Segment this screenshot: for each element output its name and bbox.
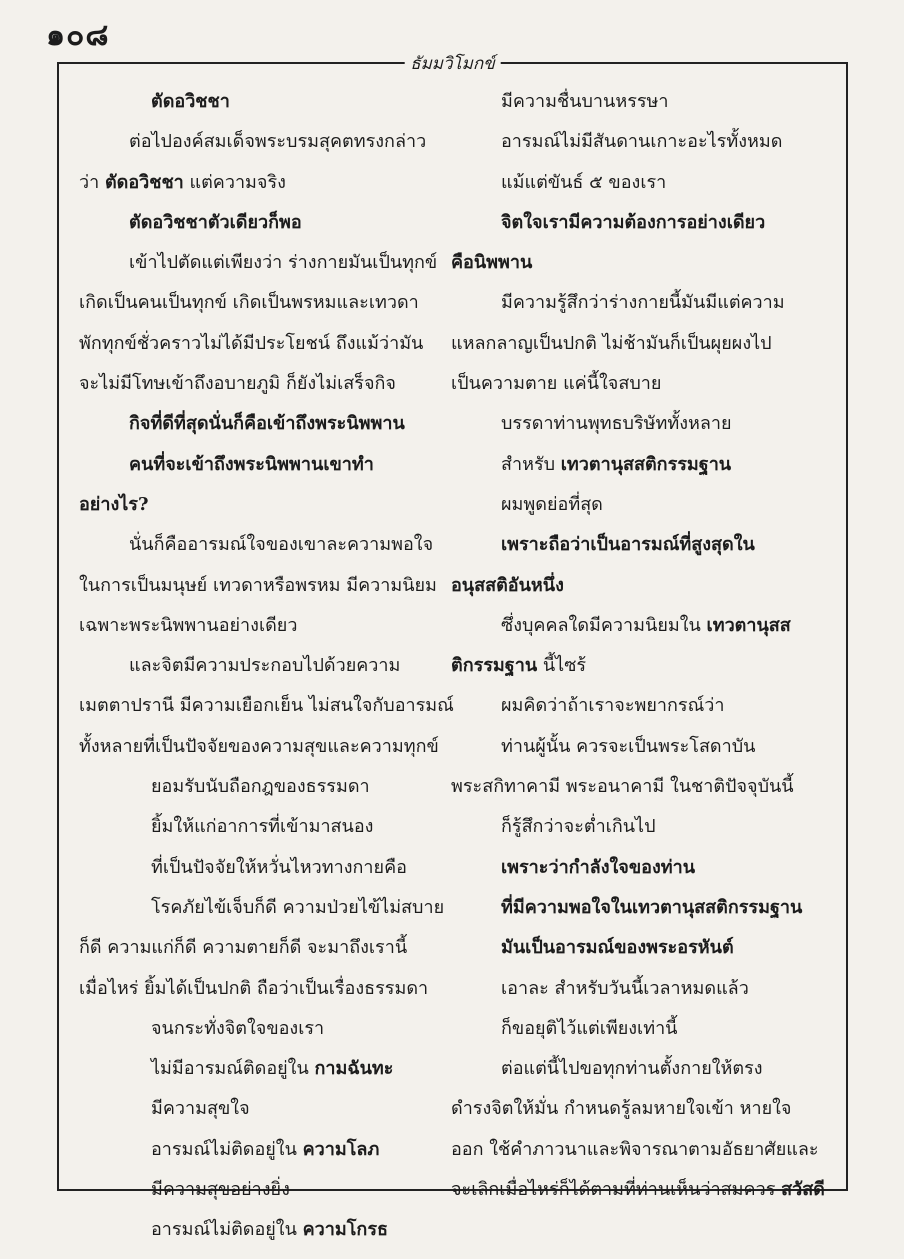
text-line (451, 283, 809, 323)
text-line (451, 727, 809, 767)
text-line (79, 1009, 437, 1049)
body-text: ต่อไปองค์สมเด็จพระบรมสุคตทรงกล่าว (129, 131, 427, 153)
text-line (451, 203, 809, 243)
bold-text: เพราะว่ากำลังใจของท่าน (501, 856, 696, 878)
text-line (451, 646, 809, 686)
text-line (451, 445, 809, 485)
text-line (79, 727, 437, 767)
text-line (451, 767, 809, 807)
text-line (451, 404, 809, 444)
bold-text: ความโลภ (302, 1138, 380, 1160)
bold-text: เทวตานุสส (706, 614, 791, 636)
text-line (79, 324, 437, 364)
text-line (451, 606, 809, 646)
body-text: ผมคิดว่าถ้าเราจะพยากรณ์ว่า (501, 695, 725, 717)
text-line (451, 1009, 809, 1049)
text-line (451, 1170, 825, 1210)
body-text: ไม่มีอารมณ์ติดอยู่ใน (151, 1058, 315, 1080)
text-line (451, 566, 809, 606)
text-line (79, 566, 437, 606)
body-text: เกิดเป็นคนเป็นทุกข์ เกิดเป็นพรหมและเทวดา (79, 292, 419, 314)
bold-text: อย่างไร? (79, 493, 149, 515)
bold-text: กิจที่ดีที่สุดนั่นก็คือเข้าถึงพระนิพพาน (129, 413, 405, 435)
body-text: ในการเป็นมนุษย์ เทวดาหรือพรหม มีความนิยม (79, 574, 437, 596)
body-text: จนกระทั่งจิตใจของเรา (151, 1017, 325, 1039)
left-column (79, 82, 454, 1251)
bold-text: ที่มีความพอใจในเทวตานุสสติกรรมฐาน (501, 896, 803, 918)
bold-text: คนที่จะเข้าถึงพระนิพพานเขาทำ (129, 453, 374, 475)
body-text: โรคภัยไข้เจ็บก็ดี ความป่วยไข้ไม่สบาย (151, 896, 445, 918)
body-text: มีความรู้สึกว่าร่างกายนี้มันมีแต่ความ (501, 292, 785, 314)
body-text: พระสกิทาคามี พระอนาคามี ในชาติปัจจุบันนี้ (451, 776, 794, 798)
bold-text: ตัดอวิชชา (104, 171, 184, 193)
body-text: นี้ไซร้ (537, 655, 587, 677)
text-line (451, 969, 809, 1009)
right-column (451, 82, 825, 1210)
body-text: มีความสุขอย่างยิ่ง (151, 1179, 290, 1201)
bold-text: ตัดอวิชชา (151, 91, 230, 112)
bold-text: จิตใจเรามีความต้องการอย่างเดียว (501, 211, 766, 233)
body-text: แต่ความจริง (183, 171, 286, 193)
text-line (79, 525, 437, 565)
body-text: แม้แต่ขันธ์ ๕ ของเรา (501, 171, 667, 193)
text-line (79, 686, 454, 726)
page-number: ๑๐๘ (46, 18, 110, 53)
bold-text: ติกรรมฐาน (451, 655, 538, 677)
text-line (79, 1210, 437, 1250)
bold-text: เทวตานุสสติกรรมฐาน (560, 453, 732, 475)
body-text: จะไม่มีโทษเข้าถึงอบายภูมิ ก็ยังไม่เสร็จกิจ (79, 373, 396, 395)
text-line (79, 283, 437, 323)
text-line (79, 646, 437, 686)
body-text: มีความสุขใจ (151, 1098, 250, 1120)
body-text: มีความชื่นบานหรรษา (501, 91, 669, 112)
text-line (451, 686, 809, 726)
body-text: ทั้งหลายที่เป็นปัจจัยของความสุขและความทุกข์ (79, 735, 439, 757)
body-text: ว่า (79, 171, 105, 193)
bold-text: สวัสดี (781, 1179, 825, 1201)
text-line (79, 1089, 437, 1129)
text-line (79, 969, 437, 1009)
body-text: ยอมรับนับถือกฎของธรรมดา (151, 776, 370, 798)
body-text: ยิ้มให้แก่อาการที่เข้ามาสนอง (151, 816, 374, 838)
body-text: อารมณ์ไม่มีสันดานเกาะอะไรทั้งหมด (501, 131, 783, 153)
text-line (79, 485, 437, 525)
text-line (79, 1170, 437, 1210)
text-line (451, 848, 809, 888)
body-text: ออก ใช้คำภาวนาและพิจารณาตามอัธยาศัยและ (451, 1138, 819, 1160)
text-line (451, 1049, 809, 1089)
body-text: เมตตาปรานี มีความเยือกเย็น ไม่สนใจกับอารมณ์ (79, 695, 454, 717)
body-text: ที่เป็นปัจจัยให้หวั่นไหวทางกายคือ (151, 856, 407, 878)
body-text: จะเลิกเมื่อไหร่ก็ได้ตามที่ท่านเห็นว่าสมควร (451, 1179, 782, 1201)
body-text: บรรดาท่านพุทธบริษัททั้งหลาย (501, 413, 732, 435)
body-text: อารมณ์ไม่ติดอยู่ใน (151, 1138, 303, 1160)
text-line (451, 807, 809, 847)
text-line (79, 364, 437, 404)
text-line (79, 163, 437, 203)
text-line (451, 525, 809, 565)
text-line (451, 243, 809, 283)
bold-text: ตัดอวิชชาตัวเดียวก็พอ (129, 211, 302, 233)
body-text: ดำรงจิตให้มั่น กำหนดรู้ลมหายใจเข้า หายใจ (451, 1098, 792, 1120)
bold-text: เพราะถือว่าเป็นอารมณ์ที่สูงสุดใน (501, 534, 755, 556)
body-text: ต่อแต่นี้ไปขอทุกท่านตั้งกายให้ตรง (501, 1058, 763, 1080)
text-line (79, 767, 437, 807)
bold-text: ความโกรธ (302, 1219, 388, 1241)
text-line (451, 1130, 819, 1170)
text-line (451, 163, 809, 203)
text-line (451, 485, 809, 525)
bold-text: อนุสสติอันหนึ่ง (451, 574, 564, 596)
bold-text: คือนิพพาน (451, 252, 533, 274)
body-text: พักทุกข์ชั่วคราวไม่ได้มีประโยชน์ ถึงแม้ว่ามัน (79, 332, 424, 354)
bold-text: มันเป็นอารมณ์ของพระอรหันต์ (501, 937, 734, 959)
text-line (79, 848, 437, 888)
body-text: ซึ่งบุคคลใดมีความนิยมใน (501, 614, 707, 636)
text-line (79, 82, 437, 122)
body-text: และจิตมีความประกอบไปด้วยความ (129, 655, 401, 677)
body-text: ก็ขอยุติไว้แต่เพียงเท่านี้ (501, 1017, 678, 1039)
body-text: นั่นก็คืออารมณ์ใจของเขาละความพอใจ (129, 534, 434, 556)
bold-text: กามฉันทะ (314, 1058, 394, 1080)
text-line (79, 807, 437, 847)
text-line (451, 888, 809, 928)
text-line (79, 243, 437, 283)
text-line (79, 445, 437, 485)
body-text: สำหรับ (501, 453, 561, 475)
body-text: ก็รู้สึกว่าจะต่ำเกินไป (501, 816, 656, 838)
body-text: ท่านผู้นั้น ควรจะเป็นพระโสดาบัน (501, 735, 756, 757)
text-line (451, 122, 809, 162)
text-line (79, 203, 437, 243)
text-line (451, 364, 809, 404)
text-line (451, 324, 809, 364)
body-text: เฉพาะพระนิพพานอย่างเดียว (79, 614, 298, 636)
text-line (79, 122, 437, 162)
text-line (451, 1089, 809, 1129)
text-line (451, 82, 809, 122)
text-line (79, 606, 437, 646)
body-text: ผมพูดย่อที่สุด (501, 493, 603, 515)
body-text: อารมณ์ไม่ติดอยู่ใน (151, 1219, 303, 1241)
text-line (79, 888, 445, 928)
text-line (451, 928, 809, 968)
body-text: เข้าไปตัดแต่เพียงว่า ร่างกายมันเป็นทุกข์ (129, 252, 438, 274)
text-line (79, 404, 437, 444)
text-frame (57, 54, 848, 1241)
text-line (79, 928, 437, 968)
body-text: เป็นความตาย แค่นี้ใจสบาย (451, 373, 662, 395)
running-title: ธัมมวิโมกข์ (404, 50, 501, 77)
body-text: แหลกลาญเป็นปกติ ไม่ช้ามันก็เป็นผุยผงไป (451, 332, 772, 354)
text-line (79, 1049, 437, 1089)
body-text: เอาละ สำหรับวันนี้เวลาหมดแล้ว (501, 977, 749, 999)
text-line (79, 1130, 437, 1170)
body-text: เมื่อไหร่ ยิ้มได้เป็นปกติ ถือว่าเป็นเรื่องธรรมดา (79, 977, 429, 999)
body-text: ก็ดี ความแก่ก็ดี ความตายก็ดี จะมาถึงเรานี้ (79, 937, 408, 959)
